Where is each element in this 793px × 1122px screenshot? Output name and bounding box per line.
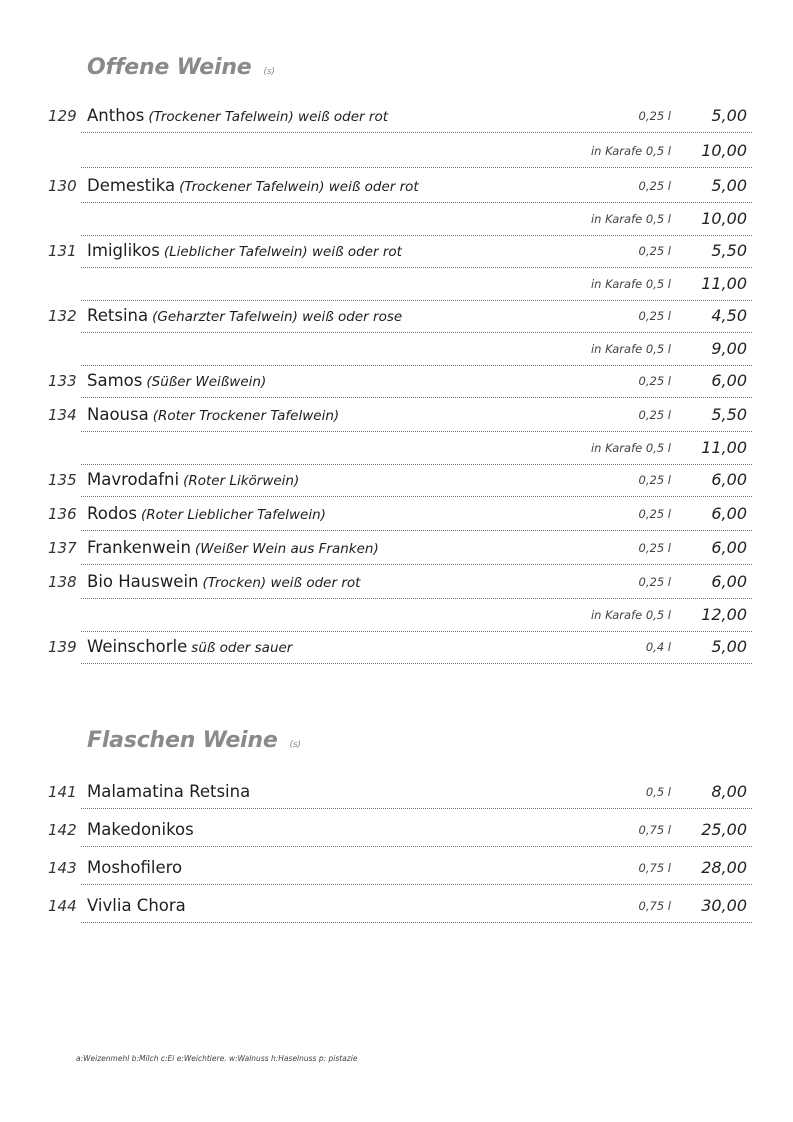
wine-name xyxy=(87,306,402,325)
wine-row xyxy=(0,537,793,565)
wine-name xyxy=(87,176,419,195)
dotted-rule xyxy=(81,300,752,301)
item-number: 136 xyxy=(48,505,77,523)
allergen-footnote: a:Weizenmehl b:Milch c:Ei e:Weichtiere. w:Walnuss h:Haselnuss p: pistazie xyxy=(76,1054,358,1063)
price: 5,50 xyxy=(711,405,747,424)
carafe-row xyxy=(0,604,793,632)
wine-name-text: Frankenwein xyxy=(87,538,191,557)
wine-row xyxy=(0,469,793,497)
wine-name xyxy=(87,637,292,656)
quantity: in Karafe 0,5 l xyxy=(590,144,671,158)
wine-row xyxy=(0,857,793,885)
quantity: in Karafe 0,5 l xyxy=(590,212,671,226)
wine-description: (Süßer Weißwein) xyxy=(146,374,267,390)
quantity: 0,75 l xyxy=(638,823,671,837)
quantity: in Karafe 0,5 l xyxy=(590,441,671,455)
price: 25,00 xyxy=(701,820,747,839)
dotted-rule xyxy=(81,663,752,664)
wine-description: (Weißer Wein aus Franken) xyxy=(194,541,379,557)
wine-description: süß oder sauer xyxy=(191,640,293,656)
wine-name xyxy=(87,572,360,591)
wine-description: (Geharzter Tafelwein) weiß oder rose xyxy=(152,309,403,325)
wine-description: (Trockener Tafelwein) weiß oder rot xyxy=(148,109,388,125)
wine-name-text: Moshofilero xyxy=(87,858,183,877)
price: 11,00 xyxy=(701,274,747,293)
price: 12,00 xyxy=(701,605,747,624)
item-number: 131 xyxy=(48,242,77,260)
price: 10,00 xyxy=(701,141,747,160)
wine-description: (Roter Likörwein) xyxy=(183,473,300,489)
quantity: 0,4 l xyxy=(645,640,671,654)
price: 30,00 xyxy=(701,896,747,915)
quantity: 0,25 l xyxy=(638,473,671,487)
item-number: 138 xyxy=(48,573,77,591)
dotted-rule xyxy=(81,496,752,497)
dotted-rule xyxy=(81,846,752,847)
item-number: 142 xyxy=(48,821,77,839)
section-title-text: Flaschen Weine xyxy=(87,728,278,753)
quantity: in Karafe 0,5 l xyxy=(590,608,671,622)
item-number: 144 xyxy=(48,897,77,915)
wine-name xyxy=(87,106,388,125)
item-number: 132 xyxy=(48,307,77,325)
carafe-row xyxy=(0,140,793,168)
dotted-rule xyxy=(81,397,752,398)
wine-name-text: Anthos xyxy=(87,106,145,125)
wine-description: (Roter Lieblicher Tafelwein) xyxy=(140,507,326,523)
dotted-rule xyxy=(81,808,752,809)
item-number: 134 xyxy=(48,406,77,424)
price: 5,00 xyxy=(711,176,747,195)
quantity: 0,25 l xyxy=(638,507,671,521)
quantity: 0,25 l xyxy=(638,408,671,422)
item-number: 143 xyxy=(48,859,77,877)
section-title-flaschen-weine xyxy=(87,728,301,753)
dotted-rule xyxy=(81,332,752,333)
wine-name-text: Weinschorle xyxy=(87,637,188,656)
price: 6,00 xyxy=(711,504,747,523)
wine-row xyxy=(0,781,793,809)
wine-description: (Trockener Tafelwein) weiß oder rot xyxy=(179,179,419,195)
dotted-rule xyxy=(81,365,752,366)
dotted-rule xyxy=(81,267,752,268)
item-number: 133 xyxy=(48,372,77,390)
price: 5,00 xyxy=(711,106,747,125)
price: 9,00 xyxy=(711,339,747,358)
price: 6,00 xyxy=(711,371,747,390)
quantity: 0,25 l xyxy=(638,244,671,258)
wine-name xyxy=(87,782,250,801)
quantity: 0,75 l xyxy=(638,861,671,875)
dotted-rule xyxy=(81,464,752,465)
quantity: 0,5 l xyxy=(645,785,671,799)
wine-name-text: Samos xyxy=(87,371,143,390)
section-note: (s) xyxy=(263,67,275,77)
dotted-rule xyxy=(81,564,752,565)
item-number: 141 xyxy=(48,783,77,801)
dotted-rule xyxy=(81,631,752,632)
wine-name xyxy=(87,470,299,489)
wine-description: (Lieblicher Tafelwein) weiß oder rot xyxy=(163,244,402,260)
dotted-rule xyxy=(81,167,752,168)
price: 5,00 xyxy=(711,637,747,656)
wine-row xyxy=(0,571,793,599)
dotted-rule xyxy=(81,431,752,432)
dotted-rule xyxy=(81,922,752,923)
wine-name xyxy=(87,241,402,260)
quantity: 0,25 l xyxy=(638,541,671,555)
price: 6,00 xyxy=(711,538,747,557)
quantity: 0,25 l xyxy=(638,374,671,388)
price: 28,00 xyxy=(701,858,747,877)
wine-row xyxy=(0,503,793,531)
wine-name-text: Demestika xyxy=(87,176,176,195)
wine-row xyxy=(0,636,793,664)
wine-row xyxy=(0,305,793,333)
dotted-rule xyxy=(81,132,752,133)
wine-name-text: Bio Hauswein xyxy=(87,572,199,591)
section-note: (s) xyxy=(289,740,301,750)
wine-name-text: Imiglikos xyxy=(87,241,160,260)
section-title-offene-weine xyxy=(87,55,275,80)
quantity: 0,75 l xyxy=(638,899,671,913)
wine-name-text: Malamatina Retsina xyxy=(87,782,251,801)
wine-name-text: Makedonikos xyxy=(87,820,194,839)
item-number: 135 xyxy=(48,471,77,489)
quantity: 0,25 l xyxy=(638,109,671,123)
carafe-row xyxy=(0,338,793,366)
wine-name xyxy=(87,504,326,523)
price: 6,00 xyxy=(711,470,747,489)
dotted-rule xyxy=(81,202,752,203)
carafe-row xyxy=(0,208,793,236)
price: 5,50 xyxy=(711,241,747,260)
wine-row xyxy=(0,819,793,847)
dotted-rule xyxy=(81,884,752,885)
wine-name xyxy=(87,820,194,839)
quantity: in Karafe 0,5 l xyxy=(590,277,671,291)
wine-name-text: Retsina xyxy=(87,306,149,325)
quantity: 0,25 l xyxy=(638,179,671,193)
price: 10,00 xyxy=(701,209,747,228)
wine-row xyxy=(0,370,793,398)
quantity: 0,25 l xyxy=(638,575,671,589)
quantity: 0,25 l xyxy=(638,309,671,323)
dotted-rule xyxy=(81,235,752,236)
wine-name xyxy=(87,405,339,424)
wine-name-text: Mavrodafni xyxy=(87,470,180,489)
quantity: in Karafe 0,5 l xyxy=(590,342,671,356)
wine-row xyxy=(0,240,793,268)
price: 11,00 xyxy=(701,438,747,457)
carafe-row xyxy=(0,273,793,301)
section-title-text: Offene Weine xyxy=(87,55,252,80)
wine-description: (Roter Trockener Tafelwein) xyxy=(152,408,340,424)
wine-row xyxy=(0,105,793,133)
carafe-row xyxy=(0,437,793,465)
wine-description: (Trocken) weiß oder rot xyxy=(202,575,361,591)
item-number: 130 xyxy=(48,177,77,195)
dotted-rule xyxy=(81,598,752,599)
item-number: 129 xyxy=(48,107,77,125)
wine-name-text: Vivlia Chora xyxy=(87,896,186,915)
price: 8,00 xyxy=(711,782,747,801)
wine-name xyxy=(87,538,379,557)
price: 6,00 xyxy=(711,572,747,591)
wine-row xyxy=(0,404,793,432)
wine-name xyxy=(87,371,266,390)
item-number: 139 xyxy=(48,638,77,656)
wine-name-text: Naousa xyxy=(87,405,149,424)
wine-row xyxy=(0,175,793,203)
wine-row xyxy=(0,895,793,923)
item-number: 137 xyxy=(48,539,77,557)
wine-name-text: Rodos xyxy=(87,504,137,523)
wine-name xyxy=(87,896,186,915)
dotted-rule xyxy=(81,530,752,531)
wine-name xyxy=(87,858,182,877)
price: 4,50 xyxy=(711,306,747,325)
